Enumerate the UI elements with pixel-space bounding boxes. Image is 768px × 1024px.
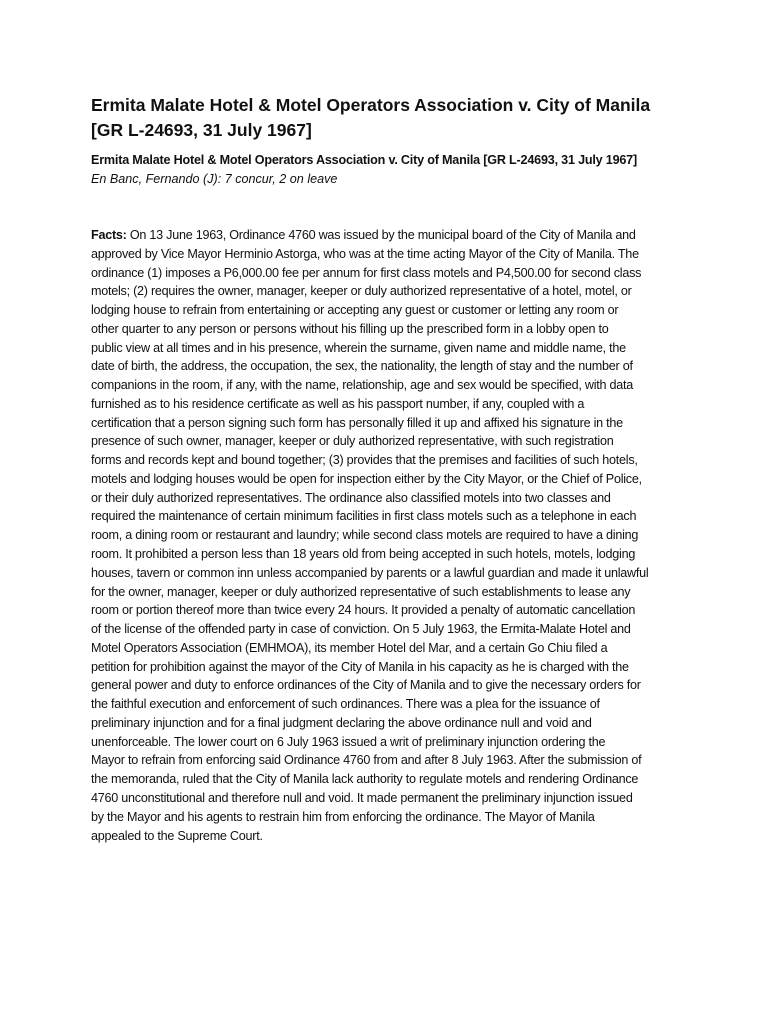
facts-line: petition for prohibition against the mayor of the City of Manila in his capacity as he is charged with the bbox=[91, 659, 629, 674]
case-heading: Ermita Malate Hotel & Motel Operators Association v. City of Manila [GR L-24693, 31 July 1967] bbox=[91, 153, 637, 167]
facts-line: appealed to the Supreme Court. bbox=[91, 828, 263, 843]
facts-line: other quarter to any person or persons without his filling up the prescribed form in a lobby open to bbox=[91, 321, 609, 336]
facts-line: motels and lodging houses would be open for inspection either by the City Mayor, or the Chief of Police, bbox=[91, 471, 642, 486]
facts-line: certification that a person signing such form has personally filled it up and affixed his signature in the bbox=[91, 415, 623, 430]
facts-line: ordinance (1) imposes a P6,000.00 fee per annum for first class motels and P4,500.00 for second class bbox=[91, 265, 642, 280]
facts-line: date of birth, the address, the occupation, the sex, the nationality, the length of stay and the number of bbox=[91, 359, 633, 374]
facts-paragraph bbox=[91, 226, 691, 845]
facts-line: forms and records kept and bound together; (3) provides that the premises and facilities of such hotels, bbox=[91, 453, 638, 468]
facts-line: by the Mayor and his agents to restrain him from enforcing the ordinance. The Mayor of Manila bbox=[91, 809, 595, 824]
facts-line: Mayor to refrain from enforcing said Ordinance 4760 from and after 8 July 1963. After the submission of bbox=[91, 753, 642, 768]
facts-line: for the owner, manager, keeper or duly authorized representative of such establishments to lease any bbox=[91, 584, 631, 599]
facts-line: 4760 unconstitutional and therefore null and void. It made permanent the preliminary injunction issued bbox=[91, 790, 633, 805]
facts-line: houses, tavern or common inn unless accompanied by parents or a lawful guardian and made it unlawful bbox=[91, 565, 649, 580]
facts-line: lodging house to refrain from entertaining or accepting any guest or customer or letting any room or bbox=[91, 303, 619, 318]
facts-line: motels; (2) requires the owner, manager, keeper or duly authorized representative of a hotel, motel, or bbox=[91, 284, 632, 299]
facts-label: Facts: bbox=[91, 228, 127, 242]
facts-line: public view at all times and in his presence, wherein the surname, given name and middle name, the bbox=[91, 340, 626, 355]
facts-line: the faithful execution and enforcement of such ordinances. There was a plea for the issuance of bbox=[91, 697, 600, 712]
facts-line: required the maintenance of certain minimum facilities in first class motels such as a telephone in each bbox=[91, 509, 637, 524]
facts-line: room. It prohibited a person less than 18 years old from being accepted in such hotels, motels, lodging bbox=[91, 547, 636, 562]
facts-line: companions in the room, if any, with the name, relationship, age and sex would be specified, with data bbox=[91, 378, 634, 393]
facts-line bbox=[91, 226, 691, 245]
facts-line: unenforceable. The lower court on 6 July 1963 issued a writ of preliminary injunction ordering the bbox=[91, 734, 606, 749]
facts-line: preliminary injunction and for a final judgment declaring the above ordinance null and void and bbox=[91, 715, 592, 730]
facts-line: room, a dining room or restaurant and laundry; while second class motels are required to have a dining bbox=[91, 528, 639, 543]
facts-line: of the license of the offended party in case of conviction. On 5 July 1963, the Ermita-Malate Hotel and bbox=[91, 622, 631, 637]
case-byline: En Banc, Fernando (J): 7 concur, 2 on leave bbox=[91, 172, 338, 186]
facts-line-text: On 13 June 1963, Ordinance 4760 was issued by the municipal board of the City of Manila and bbox=[126, 228, 636, 242]
facts-line: general power and duty to enforce ordinances of the City of Manila and to give the necessary orders for bbox=[91, 678, 641, 693]
facts-line: room or portion thereof more than twice every 24 hours. It provided a penalty of automatic cancellation bbox=[91, 603, 636, 618]
document-title: Ermita Malate Hotel & Motel Operators Association v. City of Manila [GR L-24693, 31 July 1967] bbox=[91, 95, 651, 140]
facts-line: the memoranda, ruled that the City of Manila lack authority to regulate motels and rendering Ordinance bbox=[91, 772, 639, 787]
facts-line: furnished as to his residence certificate as well as his passport number, if any, coupled with a bbox=[91, 396, 585, 411]
facts-line: Motel Operators Association (EMHMOA), its member Hotel del Mar, and a certain Go Chiu filed a bbox=[91, 640, 608, 655]
facts-line: or their duly authorized representatives. The ordinance also classified motels into two classes and bbox=[91, 490, 611, 505]
facts-line: presence of such owner, manager, keeper or duly authorized representative, with such registration bbox=[91, 434, 614, 449]
facts-line: approved by Vice Mayor Herminio Astorga, who was at the time acting Mayor of the City of Manila. The bbox=[91, 246, 639, 261]
